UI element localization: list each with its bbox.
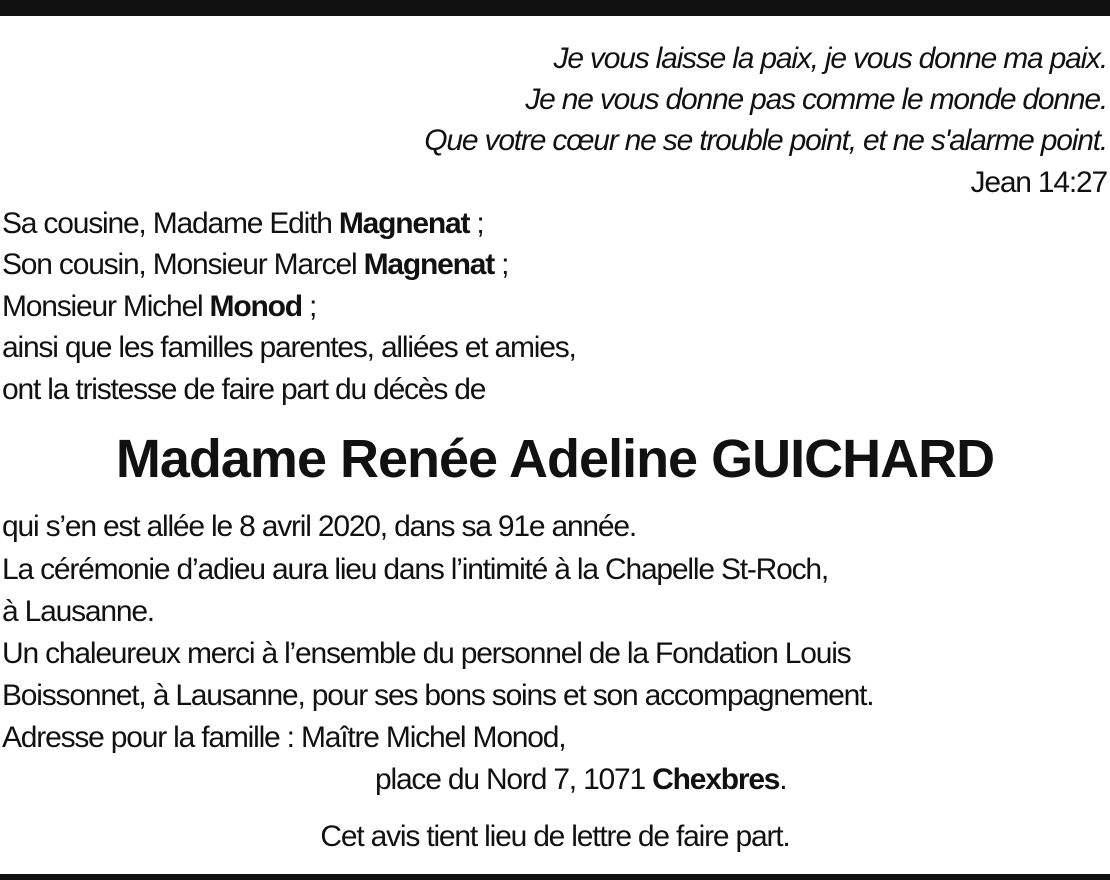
mourner-line-1 — [2, 209, 484, 239]
mourner-suffix: ; — [301, 290, 317, 323]
mourner-suffix: ; — [469, 207, 484, 240]
mourner-line-2 — [2, 250, 508, 280]
address-name: Maître Michel Monod, — [300, 721, 566, 754]
body-line-3: à Lausanne. — [2, 595, 154, 628]
body-line-1: qui s’en est allée le 8 avril 2020, dans sa 91e année. — [2, 510, 637, 543]
deceased-name: Madame Renée Adeline GUICHARD — [115, 429, 995, 489]
top-rule — [0, 0, 1110, 16]
address-label: Adresse pour la famille : — [2, 721, 301, 754]
address-city: Chexbres — [652, 763, 780, 796]
address-line-1 — [2, 723, 565, 753]
mourner-surname: Magnenat — [338, 207, 470, 240]
mourner-line-3 — [2, 292, 316, 322]
mourner-surname: Magnenat — [363, 248, 494, 281]
intro-line-2: ont la tristesse de faire part du décès de — [2, 373, 486, 406]
address-line-2 — [375, 765, 786, 795]
verse-line-2: Je ne vous donne pas comme le monde donne. — [525, 83, 1107, 116]
body-line-4: Un chaleureux merci à l’ensemble du personnel de la Fondation Louis — [2, 637, 851, 670]
verse-reference: Jean 14:27 — [970, 166, 1107, 199]
body-line-2: La cérémonie d’adieu aura lieu dans l’intimité à la Chapelle St-Roch, — [2, 553, 829, 586]
address-end: . — [779, 763, 787, 796]
address-street: place du Nord 7, 1071 — [375, 763, 653, 796]
footer-note: Cet avis tient lieu de lettre de faire part. — [320, 820, 790, 853]
mourner-prefix: Son cousin, Monsieur Marcel — [2, 248, 364, 281]
bottom-rule — [0, 874, 1110, 880]
body-line-5: Boissonnet, à Lausanne, pour ses bons soins et son accompagnement. — [2, 679, 874, 712]
mourner-surname: Monod — [209, 290, 302, 323]
mourner-prefix: Sa cousine, Madame Edith — [2, 207, 339, 240]
verse-line-1: Je vous laisse la paix, je vous donne ma paix. — [553, 42, 1107, 75]
mourner-prefix: Monsieur Michel — [2, 290, 210, 323]
intro-line-1: ainsi que les familles parentes, alliées et amies, — [2, 331, 576, 364]
verse-line-3: Que votre cœur ne se trouble point, et ne s'alarme point. — [424, 124, 1107, 157]
mourner-suffix: ; — [494, 248, 509, 281]
